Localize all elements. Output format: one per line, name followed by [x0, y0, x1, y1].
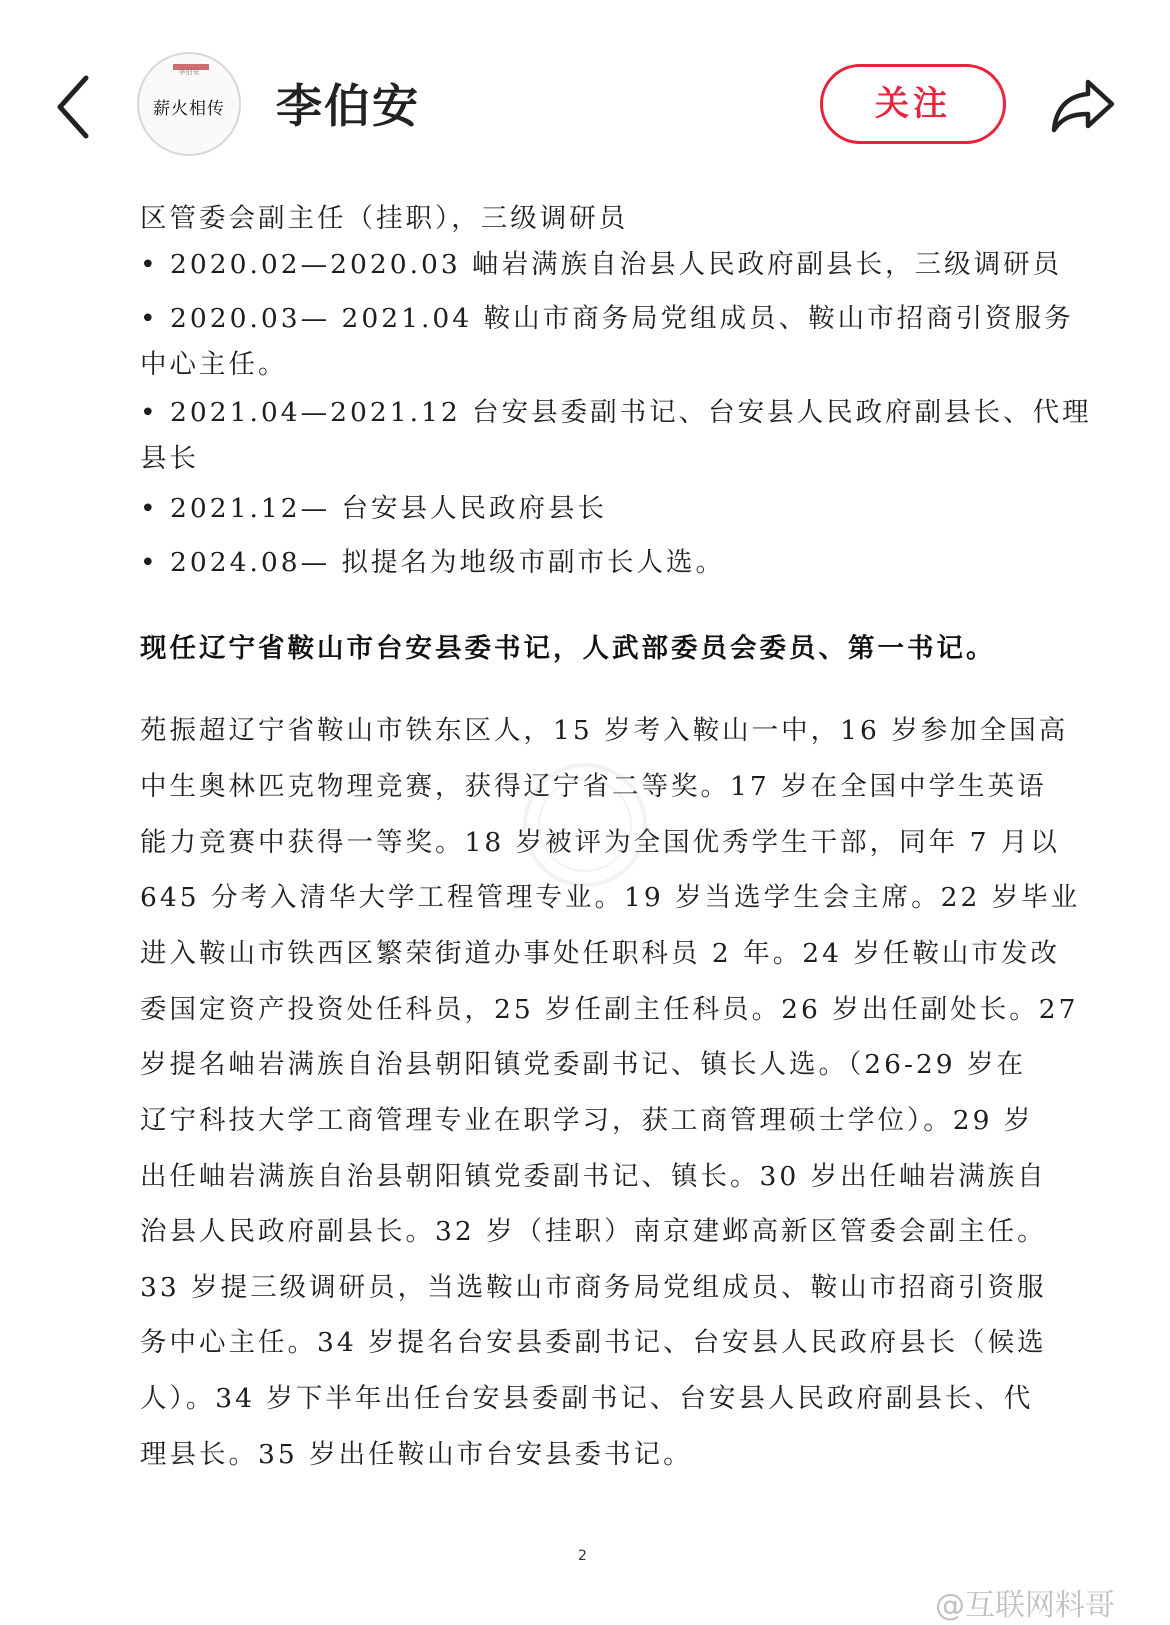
paragraph-line: 进入鞍山市铁西区繁荣街道办事处任职科员 2 年。24 岁任鞍山市发改: [140, 938, 1060, 969]
text-line: 区管委会副主任（挂职），三级调研员: [140, 203, 629, 234]
paragraph-line: 理县长。35 岁出任鞍山市台安县委书记。: [140, 1439, 693, 1470]
share-icon[interactable]: [1048, 74, 1118, 134]
paragraph-line: 治县人民政府副县长。32 岁（挂职）南京建邺高新区管委会副主任。: [140, 1216, 1047, 1247]
paragraph-line: 645 分考入清华大学工程管理专业。19 岁当选学生会主席。22 岁毕业: [140, 882, 1081, 913]
avatar[interactable]: [137, 52, 241, 156]
paragraph-line: 出任岫岩满族自治县朝阳镇党委副书记、镇长。30 岁出任岫岩满族自: [140, 1161, 1047, 1192]
list-item: • 2020.03— 2021.04 鞍山市商务局党组成员、鞍山市招商引资服务: [140, 303, 1074, 334]
text-line: 中心主任。: [140, 349, 288, 380]
paragraph-line: 辽宁科技大学工商管理专业在职学习，获工商管理硕士学位）。29 岁: [140, 1105, 1034, 1136]
paragraph-line: 中生奥林匹克物理竞赛，获得辽宁省二等奖。17 岁在全国中学生英语: [140, 771, 1047, 802]
paragraph-line: 委国定资产投资处任科员，25 岁任副主任科员。26 岁出任副处长。27: [140, 994, 1079, 1025]
list-item: • 2020.02—2020.03 岫岩满族自治县人民政府副县长，三级调研员: [140, 249, 1063, 280]
back-arrow-icon[interactable]: [50, 72, 100, 142]
avatar-mini-text: 李伯安: [178, 68, 200, 76]
author-name[interactable]: 李伯安: [276, 79, 420, 133]
list-item: • 2021.12— 台安县人民政府县长: [140, 493, 608, 524]
list-item: • 2021.04—2021.12 台安县委副书记、台安县人民政府副县长、代理: [140, 397, 1092, 428]
follow-button[interactable]: 关注: [820, 64, 1006, 144]
paragraph-line: 岁提名岫岩满族自治县朝阳镇党委副书记、镇长人选。（26-29 岁在: [140, 1049, 1027, 1080]
paragraph-line: 33 岁提三级调研员，当选鞍山市商务局党组成员、鞍山市招商引资服: [140, 1272, 1047, 1303]
list-item: • 2024.08— 拟提名为地级市副市长人选。: [140, 547, 726, 578]
paragraph-line: 能力竞赛中获得一等奖。18 岁被评为全国优秀学生干部，同年 7 月以: [140, 827, 1060, 858]
avatar-text: 薪火相传: [153, 99, 225, 119]
paragraph-line: 务中心主任。34 岁提名台安县委副书记、台安县人民政府县长（候选: [140, 1327, 1047, 1358]
paragraph-line: 苑振超辽宁省鞍山市铁东区人，15 岁考入鞍山一中，16 岁参加全国高: [140, 715, 1069, 746]
weibo-watermark: @互联网料哥: [935, 1588, 1115, 1623]
top-bar: [0, 0, 1170, 190]
paragraph-line: 人）。34 岁下半年出任台安县委副书记、台安县人民政府副县长、代: [140, 1383, 1034, 1414]
section-heading: 现任辽宁省鞍山市台安县委书记，人武部委员会委员、第一书记。: [140, 633, 996, 664]
page-number: 2: [578, 1548, 587, 1564]
text-line: 县长: [140, 443, 199, 474]
